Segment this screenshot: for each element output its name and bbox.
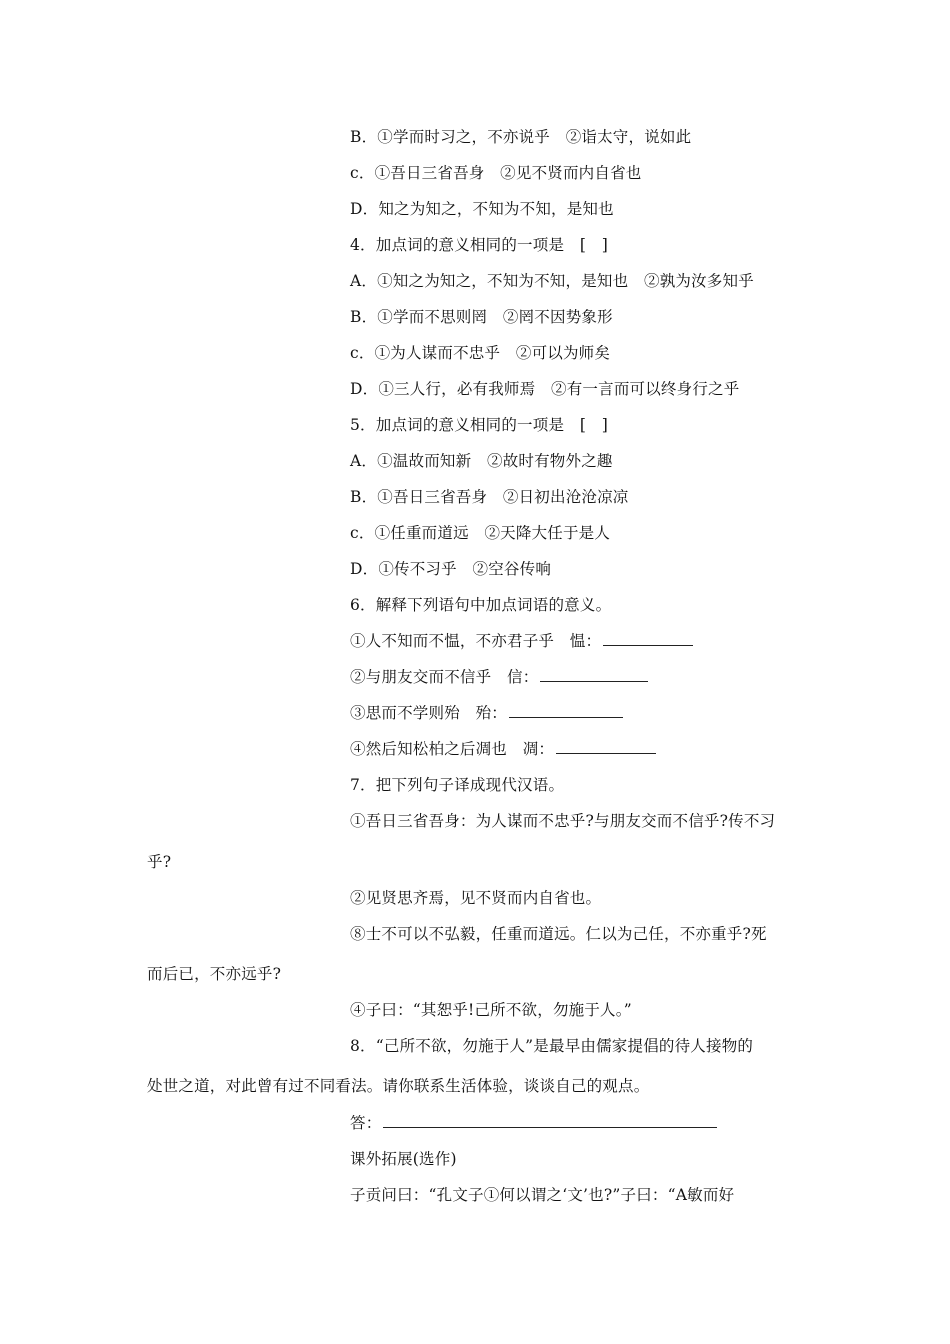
answer-blank-1[interactable] (603, 631, 693, 646)
q5-option-a: A．①温故而知新 ②故时有物外之趣 (350, 452, 613, 470)
answer-label: 答： (350, 1114, 382, 1132)
question-4: 4．加点词的意义相同的一项是 [ ] (350, 236, 609, 254)
q7-sentence-3-continued: 而后已，不亦远乎? (147, 965, 282, 983)
question-5: 5．加点词的意义相同的一项是 [ ] (350, 416, 609, 434)
q3-option-c: c．①吾日三省吾身 ②见不贤而内自省也 (350, 164, 642, 182)
q4-option-c: c．①为人谋而不忠乎 ②可以为师矣 (350, 344, 611, 362)
question-7: 7．把下列句子译成现代汉语。 (350, 776, 565, 794)
q6-item-4-text: ④然后知松柏之后凋也 凋： (350, 740, 555, 758)
extension-text: 子贡问曰：“孔文子①何以谓之‘文’也?”子曰：“A敏而好 (350, 1186, 735, 1204)
q7-sentence-1: ①吾日三省吾身：为人谋而不忠乎?与朋友交而不信乎?传不习 (350, 812, 776, 830)
q6-item-4 (350, 739, 656, 759)
q5-option-d: D．①传不习乎 ②空谷传响 (350, 560, 552, 578)
q7-sentence-1-continued: 乎? (147, 853, 172, 871)
q6-item-1 (350, 631, 693, 651)
q6-item-3 (350, 703, 623, 723)
q6-item-1-text: ①人不知而不愠，不亦君子乎 愠： (350, 632, 602, 650)
q7-sentence-4: ④子曰：“其恕乎!己所不欲，勿施于人。” (350, 1001, 632, 1019)
answer-blank-2[interactable] (540, 667, 648, 682)
q6-item-2 (350, 667, 648, 687)
q7-sentence-3: ⑧士不可以不弘毅，任重而道远。仁以为己任，不亦重乎?死 (350, 925, 767, 943)
q4-option-b: B．①学而不思则罔 ②罔不因势象形 (350, 308, 613, 326)
answer-line (350, 1113, 717, 1133)
q5-option-b: B．①吾日三省吾身 ②日初出沧沧凉凉 (350, 488, 629, 506)
question-8-continued: 处世之道，对此曾有过不同看法。请你联系生活体验，谈谈自己的观点。 (147, 1077, 650, 1095)
q4-option-a: A．①知之为知之，不知为不知，是知也 ②孰为汝多知乎 (350, 272, 754, 290)
q5-option-c: c．①任重而道远 ②天降大任于是人 (350, 524, 611, 542)
answer-blank-3[interactable] (509, 703, 623, 718)
q6-item-2-text: ②与朋友交而不信乎 信： (350, 668, 539, 686)
q4-option-d: D．①三人行，必有我师焉 ②有一言而可以终身行之乎 (350, 380, 740, 398)
q6-item-3-text: ③思而不学则殆 殆： (350, 704, 508, 722)
answer-blank-4[interactable] (556, 739, 656, 754)
q3-option-b: B．①学而时习之，不亦说乎 ②诣太守，说如此 (350, 128, 692, 146)
extension-title: 课外拓展(选作) (350, 1150, 457, 1168)
q7-sentence-2: ②见贤思齐焉，见不贤而内自省也。 (350, 889, 602, 907)
question-6: 6．解释下列语句中加点词语的意义。 (350, 596, 612, 614)
answer-blank-5[interactable] (383, 1113, 717, 1128)
q3-option-d: D．知之为知之，不知为不知，是知也 (350, 200, 614, 218)
question-8: 8．“己所不欲，勿施于人”是最早由儒家提倡的待人接物的 (350, 1037, 754, 1055)
